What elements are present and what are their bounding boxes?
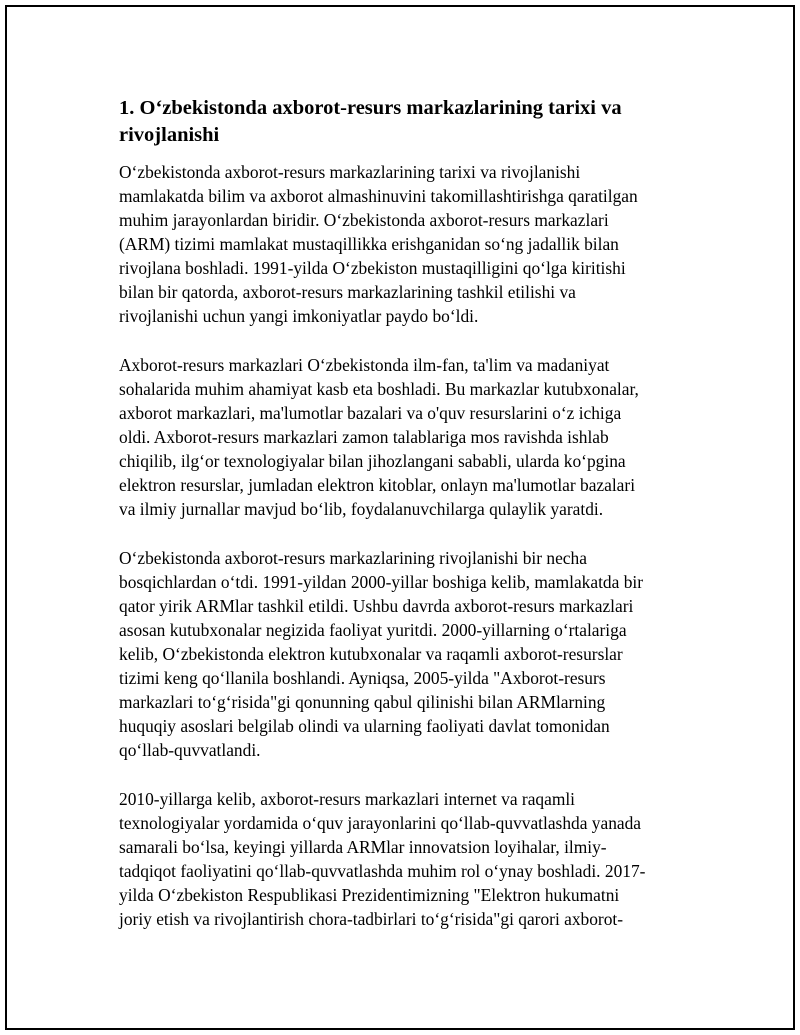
heading-line: rivojlanishi bbox=[119, 124, 220, 146]
text-line: va ilmiy jurnallar mavjud bo‘lib, foydalanuvchilarga qulaylik yaratdi. bbox=[119, 499, 604, 519]
text-line: muhim jarayonlardan biridir. O‘zbekistonda axborot-resurs markazlari bbox=[119, 210, 609, 230]
text-line: qo‘llab-quvvatlandi. bbox=[119, 740, 261, 760]
text-line: mamlakatda bilim va axborot almashinuvini takomillashtirishga qaratilgan bbox=[119, 186, 638, 206]
text-line: huquqiy asoslari belgilab olindi va ularning faoliyati davlat tomonidan bbox=[119, 716, 610, 736]
text-line: chiqilib, ilg‘or texnologiyalar bilan jihozlangani sababli, ularda ko‘pgina bbox=[119, 451, 626, 471]
text-line: qator yirik ARMlar tashkil etildi. Ushbu davrda axborot-resurs markazlari bbox=[119, 596, 634, 616]
text-line: tadqiqot faoliyatini qo‘llab-quvvatlashda muhim rol o‘ynay boshladi. 2017- bbox=[119, 861, 646, 881]
section-heading bbox=[119, 95, 681, 149]
text-line: asosan kutubxonalar negizida faoliyat yuritdi. 2000-yillarning o‘rtalariga bbox=[119, 620, 627, 640]
text-line: tizimi keng qo‘llanila boshlandi. Ayniqsa, 2005-yilda "Axborot-resurs bbox=[119, 668, 606, 688]
text-line: texnologiyalar yordamida o‘quv jarayonlarini qo‘llab-quvvatlashda yanada bbox=[119, 813, 642, 833]
text-line: yilda O‘zbekiston Respublikasi Prezidentimizning "Elektron hukumatni bbox=[119, 885, 620, 905]
text-line: sohalarida muhim ahamiyat kasb eta boshladi. Bu markazlar kutubxonalar, bbox=[119, 379, 639, 399]
text-line: oldi. Axborot-resurs markazlari zamon talablariga mos ravishda ishlab bbox=[119, 427, 609, 447]
text-line: rivojlana boshladi. 1991-yilda O‘zbekiston mustaqilligini qo‘lga kiritishi bbox=[119, 258, 626, 278]
paragraph-1 bbox=[119, 160, 681, 328]
text-line: joriy etish va rivojlantirish chora-tadbirlari to‘g‘risida"gi qarori axborot- bbox=[119, 909, 624, 929]
text-line: markazlari to‘g‘risida"gi qonunning qabul qilinishi bilan ARMlarning bbox=[119, 692, 606, 712]
paragraph-3 bbox=[119, 546, 681, 762]
text-line: O‘zbekistonda axborot-resurs markazlarining rivojlanishi bir necha bbox=[119, 548, 587, 568]
document-body bbox=[119, 95, 681, 956]
text-line: axborot markazlari, ma'lumotlar bazalari va o'quv resurslarini o‘z ichiga bbox=[119, 403, 622, 423]
text-line: (ARM) tizimi mamlakat mustaqillikka erishganidan so‘ng jadallik bilan bbox=[119, 234, 619, 254]
paragraph-4 bbox=[119, 787, 681, 931]
text-line: 2010-yillarga kelib, axborot-resurs markazlari internet va raqamli bbox=[119, 789, 576, 809]
text-line: O‘zbekistonda axborot-resurs markazlarining tarixi va rivojlanishi bbox=[119, 162, 581, 182]
text-line: samarali bo‘lsa, keyingi yillarda ARMlar innovatsion loyihalar, ilmiy- bbox=[119, 837, 607, 857]
text-line: rivojlanishi uchun yangi imkoniyatlar paydo bo‘ldi. bbox=[119, 306, 479, 326]
text-line: bilan bir qatorda, axborot-resurs markazlarining tashkil etilishi va bbox=[119, 282, 576, 302]
paragraph-2 bbox=[119, 353, 681, 521]
text-line: kelib, O‘zbekistonda elektron kutubxonalar va raqamli axborot-resurslar bbox=[119, 644, 623, 664]
text-line: Axborot-resurs markazlari O‘zbekistonda ilm-fan, ta'lim va madaniyat bbox=[119, 355, 610, 375]
heading-line: 1. O‘zbekistonda axborot-resurs markazlarining tarixi va bbox=[119, 97, 622, 119]
text-line: elektron resurslar, jumladan elektron kitoblar, onlayn ma'lumotlar bazalari bbox=[119, 475, 636, 495]
page-frame bbox=[5, 5, 795, 1030]
text-line: bosqichlardan o‘tdi. 1991-yildan 2000-yillar boshiga kelib, mamlakatda bir bbox=[119, 572, 644, 592]
